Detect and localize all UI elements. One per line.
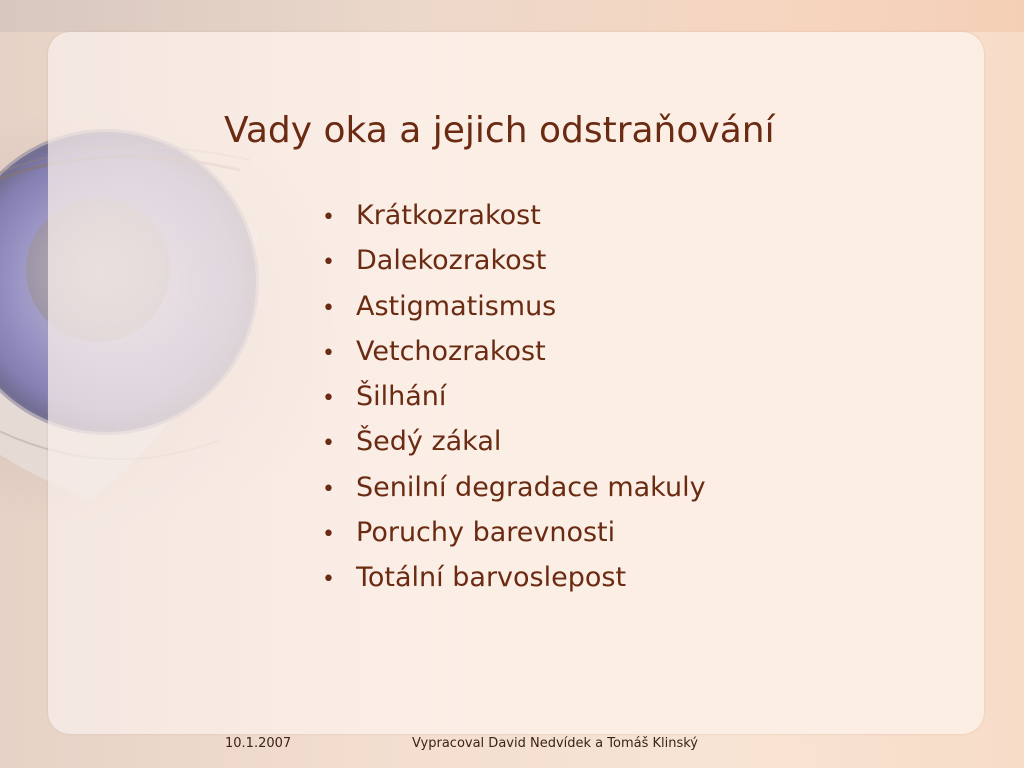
bullet-icon: • — [322, 476, 335, 502]
bullet-text: Astigmatismus — [356, 290, 557, 322]
bullet-icon: • — [322, 522, 335, 548]
bullet-item — [322, 517, 706, 562]
bullet-item — [322, 245, 706, 290]
bullet-item — [322, 381, 706, 426]
bullet-text: Totální barvoslepost — [356, 562, 627, 594]
bullet-text: Senilní degradace makuly — [356, 471, 706, 503]
bullet-icon: • — [322, 431, 335, 457]
footer-date: 10.1.2007 — [225, 736, 292, 751]
bullet-text: Poruchy barevnosti — [356, 517, 616, 549]
bullet-icon: • — [322, 567, 335, 593]
bullet-icon: • — [322, 295, 335, 321]
bullet-text: Šilhání — [356, 381, 447, 413]
footer-author: Vypracoval David Nedvídek a Tomáš Klinský — [412, 736, 698, 751]
bullet-icon: • — [322, 250, 335, 276]
bullet-item — [322, 562, 706, 607]
bullet-text: Vetchozrakost — [356, 335, 546, 367]
bullet-text: Šedý zákal — [356, 426, 502, 458]
slide-title: Vady oka a jejich odstraňování — [224, 110, 775, 151]
bullet-icon: • — [322, 205, 335, 230]
bullet-item — [322, 426, 706, 471]
bullet-item — [322, 336, 706, 381]
bullet-item — [322, 291, 706, 336]
bullet-list — [322, 200, 706, 608]
background-band — [0, 0, 1024, 32]
bullet-text: Dalekozrakost — [356, 245, 547, 277]
bullet-icon: • — [322, 386, 335, 412]
bullet-icon: • — [322, 340, 335, 366]
bullet-item — [322, 200, 706, 245]
bullet-text: Krátkozrakost — [356, 200, 541, 231]
bullet-item — [322, 472, 706, 517]
